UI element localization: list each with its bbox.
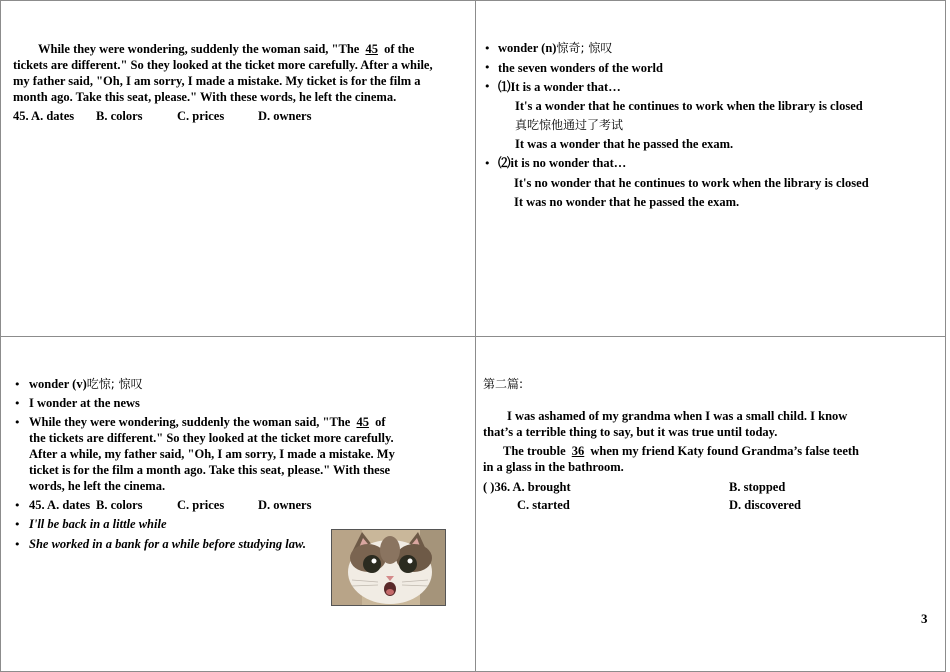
page-number: 3 (921, 611, 928, 626)
p4-option-b: B. stopped (729, 480, 786, 494)
p4-option-c: C. started (517, 498, 570, 512)
p3-bullet-3-line-2: the tickets are different." So they looked at the ticket more carefully. (29, 431, 394, 445)
surprised-cat-photo (331, 529, 446, 606)
bullet: • (14, 518, 21, 531)
p3-bullet-3-line-4: ticket is for the film a month ago. Take this seat, please." With these (29, 463, 391, 477)
bullet: • (14, 378, 21, 391)
p3-bullet-6: She worked in a bank for a while before studying law. (29, 537, 306, 551)
p4-para1-line-2: that’s a terrible thing to say, but it was true until today. (483, 425, 778, 439)
p2-bullet-4: ⑵it is no wonder that… (498, 156, 627, 170)
p4-option-a: ( )36. A. brought (483, 480, 571, 494)
answer-blank-45: 45 (365, 42, 378, 56)
p3-bullet-1: wonder (v)吃惊; 惊叹 (29, 377, 143, 391)
bullet: • (14, 416, 21, 429)
bullet: • (484, 61, 491, 74)
p2-example-2: It was a wonder that he passed the exam. (515, 137, 734, 151)
p1-option-b: B. colors (96, 109, 143, 123)
p4-para2-line-1: The trouble 36 when my friend Katy found Grandma’s false teeth (503, 444, 860, 458)
p3-bullet-3-line-5: words, he left the cinema. (29, 479, 166, 493)
p1-line-2: tickets are different." So they looked at the ticket more carefully. After a while, (13, 58, 433, 72)
cat-illustration (332, 530, 446, 606)
p3-option-c: C. prices (177, 498, 225, 512)
p1-option-d: D. owners (258, 109, 312, 123)
p3-bullet-5: I'll be back in a little while (29, 517, 167, 531)
p2-bullet-1: wonder (n)惊奇; 惊叹 (498, 41, 613, 55)
p2-bullet-3: ⑴It is a wonder that… (498, 80, 621, 94)
p2-example-cn: 真吃惊他通过了考试 (515, 118, 624, 132)
p2-example-3: It's no wonder that he continues to work when the library is closed (514, 176, 869, 190)
p3-bullet-3-line-1: While they were wondering, suddenly the woman said, "The 45 of (29, 415, 386, 429)
p3-option-b: B. colors (96, 498, 143, 512)
bullet: • (14, 499, 21, 512)
p4-para1-line-1: I was ashamed of my grandma when I was a small child. I know (507, 409, 848, 423)
p4-para2-line-2: in a glass in the bathroom. (483, 460, 624, 474)
p2-example-4: It was no wonder that he passed the exam. (514, 195, 740, 209)
p3-option-d: D. owners (258, 498, 312, 512)
bullet: • (484, 157, 491, 170)
bullet: • (484, 42, 491, 55)
p3-option-a: 45. A. dates (29, 498, 91, 512)
p1-option-c: C. prices (177, 109, 225, 123)
p4-option-d: D. discovered (729, 498, 801, 512)
bullet: • (14, 397, 21, 410)
bullet: • (14, 538, 21, 551)
section-heading: 第二篇: (483, 377, 524, 391)
p1-option-a: 45. A. dates (13, 109, 75, 123)
p1-line-3: my father said, "Oh, I am sorry, I made a mistake. My ticket is for the film a (13, 74, 421, 88)
p2-example-1: It's a wonder that he continues to work when the library is closed (515, 99, 863, 113)
p3-bullet-2: I wonder at the news (29, 396, 140, 410)
answer-blank-45: 45 (356, 415, 369, 429)
p1-line-4: month ago. Take this seat, please." With these words, he left the cinema. (13, 90, 397, 104)
p1-line-1: While they were wondering, suddenly the woman said, "The 45 of the (38, 42, 415, 56)
bullet: • (484, 80, 491, 93)
answer-blank-36: 36 (571, 444, 585, 458)
p3-bullet-3-line-3: After a while, my father said, "Oh, I am sorry, I made a mistake. My (29, 447, 395, 461)
p2-bullet-2: the seven wonders of the world (498, 61, 663, 75)
